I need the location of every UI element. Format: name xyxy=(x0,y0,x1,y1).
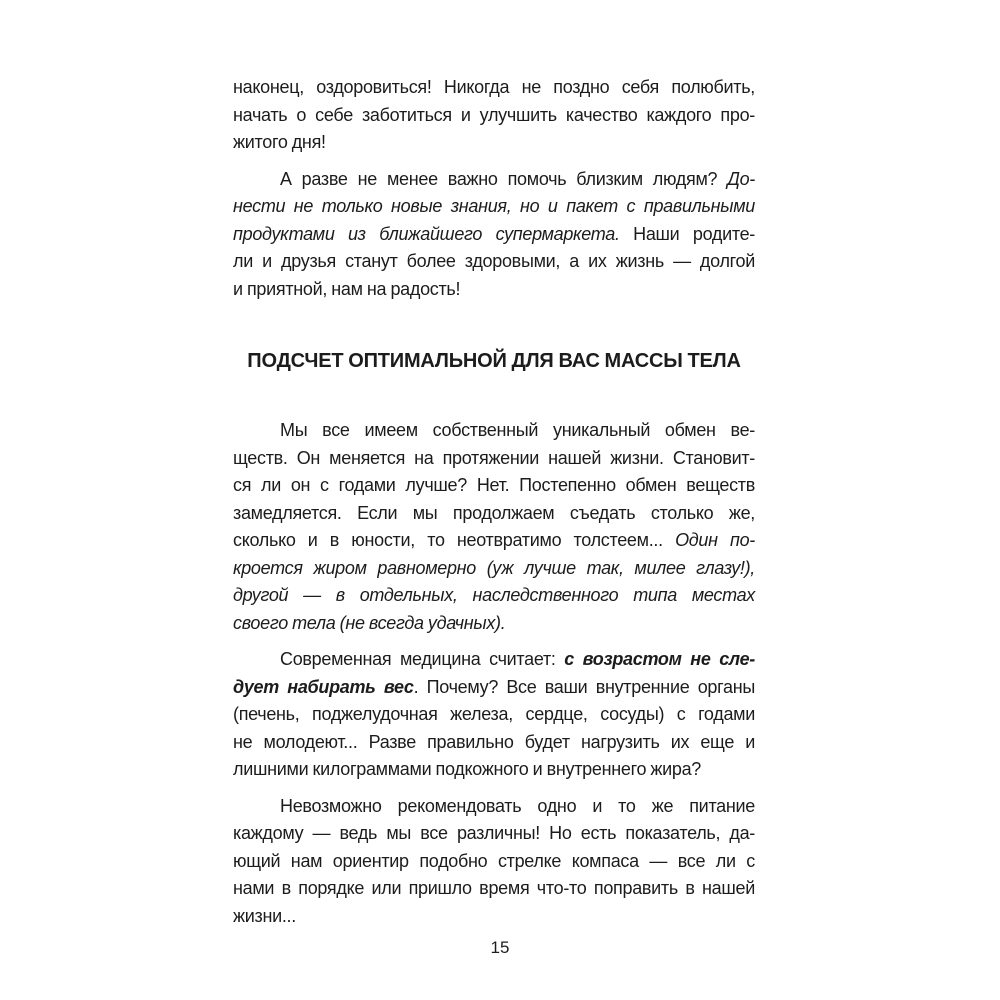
text-segment: лишними килограммами подкожного и внутреннего жира? xyxy=(233,759,701,779)
text-segment: нами в порядке или пришло время что-то поправить в нашей xyxy=(233,878,755,898)
text-line xyxy=(233,674,755,702)
text-line xyxy=(233,193,755,221)
text-line xyxy=(233,729,755,757)
text-segment: наконец, оздоровиться! Никогда не поздно себя полюбить, xyxy=(233,77,755,97)
text-line xyxy=(233,646,755,674)
text-segment-italic: другой — в отдельных, наследственного типа местах xyxy=(233,585,755,605)
text-segment-italic: До- xyxy=(727,168,755,189)
text-segment: ли и друзья станут более здоровыми, а их жизнь — долгой xyxy=(233,251,755,271)
text-line xyxy=(233,445,755,473)
text-line xyxy=(233,701,755,729)
paragraph xyxy=(233,646,755,784)
text-column xyxy=(233,74,755,930)
text-segment-italic: продуктами из ближайшего супермаркета. xyxy=(233,223,620,244)
page-number: 15 xyxy=(490,938,510,957)
text-line xyxy=(233,74,755,102)
text-line xyxy=(233,221,755,249)
text-line xyxy=(233,527,755,555)
text-line xyxy=(233,276,755,304)
text-line xyxy=(233,582,755,610)
text-line xyxy=(233,610,755,638)
text-segment: (печень, поджелудочная железа, сердце, сосуды) с годами xyxy=(233,704,755,724)
text-line xyxy=(233,793,755,821)
text-line xyxy=(233,756,755,784)
text-line xyxy=(233,903,755,931)
text-segment-italic: кроется жиром равномерно (уж лучше так, милее глазу!), xyxy=(233,557,755,578)
text-segment: Современная медицина считает: xyxy=(280,649,565,669)
text-line xyxy=(233,500,755,528)
text-segment: и приятной, нам на радость! xyxy=(233,278,461,299)
text-line xyxy=(233,555,755,583)
text-segment-bold-italic: дует набирать вес xyxy=(233,676,414,697)
text-segment: Наши родите- xyxy=(619,223,755,244)
text-segment: каждому — ведь мы все различны! Но есть показатель, да- xyxy=(233,823,755,843)
text-line xyxy=(233,417,755,445)
section-heading: ПОДСЧЕТ ОПТИМАЛЬНОЙ ДЛЯ ВАС МАССЫ ТЕЛА xyxy=(247,350,741,372)
text-segment: А разве не менее важно помочь близким людям? xyxy=(280,168,728,189)
text-line xyxy=(233,166,755,194)
text-segment: жизни... xyxy=(233,905,296,926)
text-line xyxy=(233,248,755,276)
text-segment: замедляется. Если мы продолжаем съедать столько же, xyxy=(233,502,755,523)
text-line xyxy=(233,875,755,903)
text-segment: ществ. Он меняется на протяжении нашей жизни. Становит- xyxy=(233,447,755,468)
text-segment: . Почему? Все ваши внутренние органы xyxy=(413,676,755,697)
text-segment: Невозможно рекомендовать одно и то же питание xyxy=(280,795,755,816)
text-line xyxy=(233,472,755,500)
text-segment: сколько и в юности, то неотвратимо толстеем... xyxy=(233,530,676,550)
text-segment: не молодеют... Разве правильно будет нагрузить их еще и xyxy=(233,731,755,752)
text-segment: житого дня! xyxy=(233,132,326,152)
text-segment: начать о себе заботиться и улучшить качество каждого про- xyxy=(233,104,755,125)
text-line xyxy=(233,102,755,130)
paragraph xyxy=(233,166,755,304)
paragraph xyxy=(233,417,755,637)
text-segment-italic: Один по- xyxy=(675,530,755,550)
text-line xyxy=(233,820,755,848)
text-segment: Мы все имеем собственный уникальный обмен ве- xyxy=(280,420,755,440)
text-segment-italic: нести не только новые знания, но и пакет с правильными xyxy=(233,196,755,216)
text-segment: ся ли он с годами лучше? Нет. Постепенно обмен веществ xyxy=(233,475,755,495)
text-segment-bold-italic: с возрастом не сле- xyxy=(564,649,755,669)
text-line xyxy=(233,848,755,876)
paragraph xyxy=(233,793,755,931)
text-segment-italic: своего тела (не всегда удачных). xyxy=(233,612,506,633)
text-line xyxy=(233,129,755,157)
text-segment: ющий нам ориентир подобно стрелке компаса — все ли с xyxy=(233,850,755,871)
paragraph xyxy=(233,74,755,157)
